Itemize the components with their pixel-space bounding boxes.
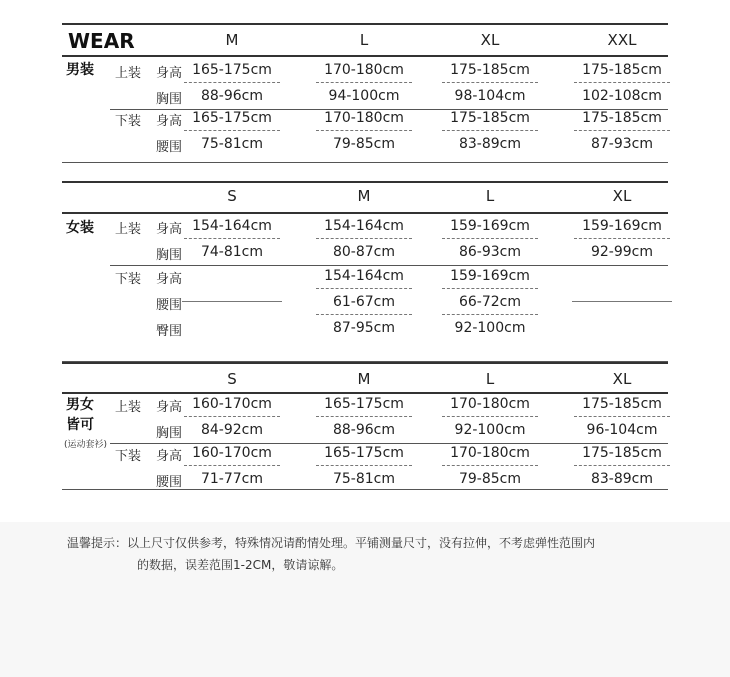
size-value: 92-100cm — [454, 422, 526, 438]
measure-label: 身高 — [156, 449, 183, 464]
size-value: 84-92cm — [200, 422, 264, 438]
measure-label: 身高 — [156, 222, 183, 237]
size-value: 170-180cm — [324, 110, 404, 126]
size-value: 88-96cm — [200, 88, 264, 104]
measure-label: 胸围 — [156, 248, 183, 263]
measure-label: 身高 — [156, 400, 183, 415]
size-value: 160-170cm — [192, 445, 272, 461]
measure-label: 胸围 — [156, 426, 183, 441]
value-dash-rule — [442, 82, 538, 83]
measure-label: 腰围 — [156, 140, 183, 155]
row-separator — [110, 443, 668, 444]
not-available-line — [182, 301, 282, 302]
size-value: 75-81cm — [200, 136, 264, 152]
size-header: L — [485, 187, 495, 205]
size-value: 66-72cm — [458, 294, 522, 310]
value-dash-rule — [442, 465, 538, 466]
notes-line-1: 温馨提示：以上尺寸仅供参考，特殊情况请酌情处理。平铺测量尺寸，没有拉伸，不考虑弹性范围内 — [67, 536, 596, 550]
value-dash-rule — [574, 130, 670, 131]
value-dash-rule — [184, 416, 280, 417]
size-value: 61-67cm — [332, 294, 396, 310]
value-dash-rule — [184, 465, 280, 466]
size-value: 175-185cm — [582, 396, 662, 412]
size-value: 159-169cm — [582, 218, 662, 234]
size-value: 94-100cm — [328, 88, 400, 104]
table-top-rule — [62, 362, 668, 364]
category-label: 男装 — [66, 62, 94, 78]
category-label: 女装 — [66, 220, 94, 236]
size-value: 83-89cm — [458, 136, 522, 152]
size-value: 71-77cm — [200, 471, 264, 487]
size-value: 80-87cm — [332, 244, 396, 260]
value-dash-rule — [316, 130, 412, 131]
measure-label: 身高 — [156, 114, 183, 129]
size-value: 92-99cm — [590, 244, 654, 260]
measure-label: 胸围 — [156, 92, 183, 107]
size-value: 175-185cm — [450, 62, 530, 78]
size-header: XXL — [607, 31, 637, 49]
measure-label: 腰围 — [156, 475, 183, 490]
size-value: 98-104cm — [454, 88, 526, 104]
table-header-rule — [62, 212, 668, 214]
category-label: 男女 — [66, 397, 94, 413]
table-top-rule — [62, 23, 668, 25]
size-value: 154-164cm — [324, 218, 404, 234]
size-value: 170-180cm — [324, 62, 404, 78]
size-value: 165-175cm — [192, 110, 272, 126]
size-value: 175-185cm — [582, 62, 662, 78]
value-dash-rule — [442, 416, 538, 417]
value-dash-rule — [316, 314, 412, 315]
size-header: L — [359, 31, 369, 49]
garment-label: 下装 — [115, 272, 142, 287]
value-dash-rule — [316, 82, 412, 83]
measure-label: 腰围 — [156, 298, 183, 313]
size-header: S — [227, 187, 237, 205]
size-value: 165-175cm — [192, 62, 272, 78]
size-value: 79-85cm — [458, 471, 522, 487]
size-value: 170-180cm — [450, 445, 530, 461]
size-value: 170-180cm — [450, 396, 530, 412]
value-dash-rule — [574, 238, 670, 239]
size-notes — [0, 522, 730, 677]
category-label: 皆可 — [66, 417, 94, 433]
size-header: M — [357, 187, 371, 205]
size-value: 160-170cm — [192, 396, 272, 412]
value-dash-rule — [316, 465, 412, 466]
value-dash-rule — [316, 238, 412, 239]
row-separator — [110, 265, 668, 266]
size-header: S — [227, 370, 237, 388]
size-value: 154-164cm — [192, 218, 272, 234]
measure-label: 身高 — [156, 66, 183, 81]
size-value: 165-175cm — [324, 396, 404, 412]
size-value: 87-95cm — [332, 320, 396, 336]
value-dash-rule — [442, 314, 538, 315]
size-header: XL — [612, 370, 632, 388]
size-value: 159-169cm — [450, 268, 530, 284]
size-value: 88-96cm — [332, 422, 396, 438]
size-value: 165-175cm — [324, 445, 404, 461]
size-value: 96-104cm — [586, 422, 658, 438]
garment-label: 上装 — [115, 222, 142, 237]
size-value: 159-169cm — [450, 218, 530, 234]
size-value: 74-81cm — [200, 244, 264, 260]
size-value: 87-93cm — [590, 136, 654, 152]
size-value: 79-85cm — [332, 136, 396, 152]
table-bottom-rule — [62, 489, 668, 490]
size-value: 102-108cm — [582, 88, 662, 104]
garment-label: 下装 — [115, 449, 142, 464]
value-dash-rule — [574, 416, 670, 417]
size-value: 83-89cm — [590, 471, 654, 487]
size-header: L — [485, 370, 495, 388]
table-top-rule — [62, 181, 668, 183]
garment-label: 上装 — [115, 400, 142, 415]
value-dash-rule — [574, 82, 670, 83]
value-dash-rule — [184, 82, 280, 83]
value-dash-rule — [184, 238, 280, 239]
not-available-line — [572, 301, 672, 302]
measure-label: 身高 — [156, 272, 183, 287]
value-dash-rule — [316, 288, 412, 289]
size-value: 175-185cm — [450, 110, 530, 126]
size-value: 86-93cm — [458, 244, 522, 260]
value-dash-rule — [442, 238, 538, 239]
size-header: M — [225, 31, 239, 49]
value-dash-rule — [574, 465, 670, 466]
category-sublabel: (运动套衫) — [64, 440, 108, 450]
measure-label: 臀围 — [156, 324, 183, 339]
garment-label: 下装 — [115, 114, 142, 129]
size-value: 175-185cm — [582, 445, 662, 461]
garment-label: 上装 — [115, 66, 142, 81]
table-header-rule — [62, 55, 668, 57]
size-value: 75-81cm — [332, 471, 396, 487]
size-value: 175-185cm — [582, 110, 662, 126]
table-bottom-rule — [62, 162, 668, 163]
value-dash-rule — [184, 130, 280, 131]
value-dash-rule — [442, 288, 538, 289]
wear-heading: WEAR — [68, 29, 135, 53]
value-dash-rule — [442, 130, 538, 131]
size-header: M — [357, 370, 371, 388]
value-dash-rule — [316, 416, 412, 417]
size-value: 92-100cm — [454, 320, 526, 336]
size-value: 154-164cm — [324, 268, 404, 284]
size-header: XL — [480, 31, 500, 49]
table-header-rule — [62, 392, 668, 394]
notes-line-2: 的数据，误差范围1-2CM，敬请谅解。 — [137, 558, 344, 572]
size-header: XL — [612, 187, 632, 205]
